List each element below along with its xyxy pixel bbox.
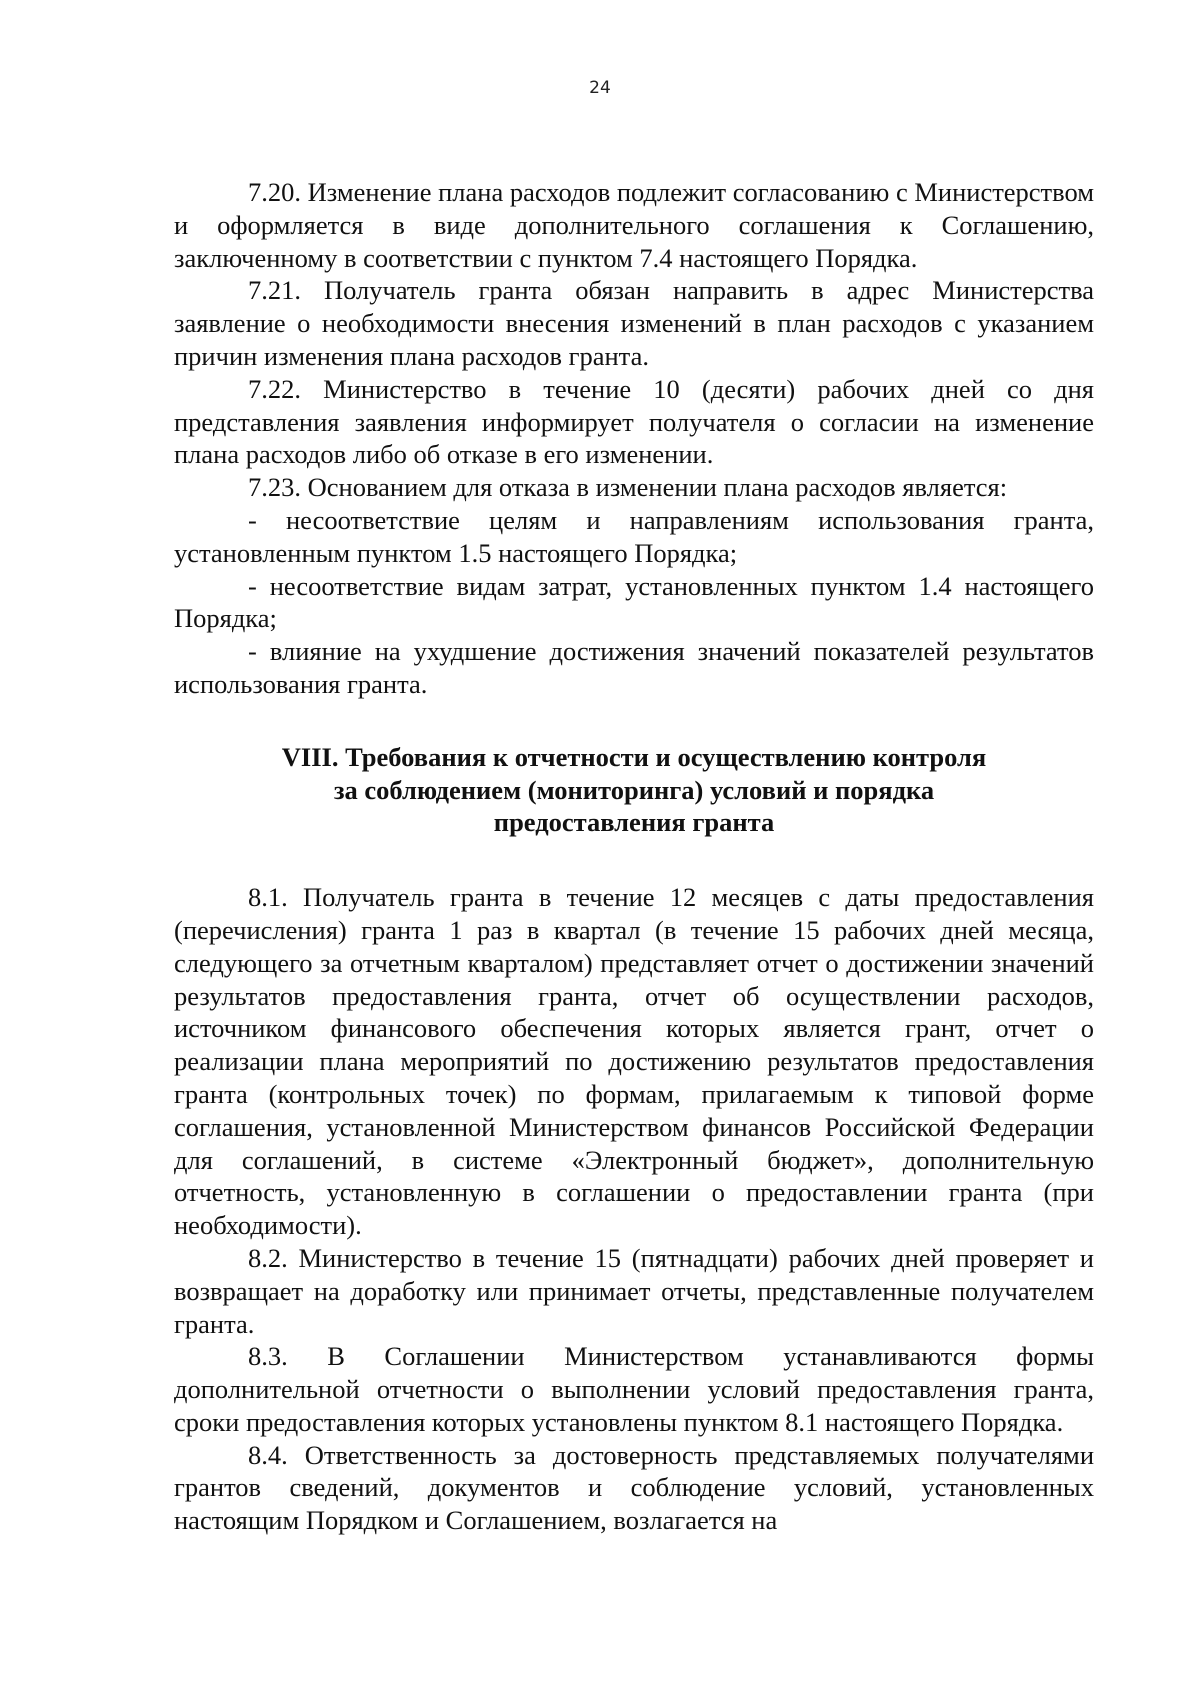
paragraph-8-2: 8.2. Министерство в течение 15 (пятнадцати) рабочих дней проверяет и возвращает на доработку или принимает отчеты, представленные получателем гранта. (174, 1242, 1094, 1339)
section-heading-line: предоставления гранта (493, 807, 775, 838)
paragraph-7-20: 7.20. Изменение плана расходов подлежит согласованию с Министерством и оформляется в виде дополнительного соглашения к Соглашению, заключенному в соответствии с пунктом 7.4 настоящего Порядка. (174, 177, 1094, 273)
section-heading-line: VIII. Требования к отчетности и осуществлению контроля (281, 741, 987, 772)
paragraph-8-3: 8.3. В Соглашении Министерством устанавливаются формы дополнительной отчетности о выполнении условий предоставления гранта, сроки предоставления которых установлены пунктом 8.1 настоящего Порядка. (174, 1341, 1094, 1437)
paragraph-8-4: 8.4. Ответственность за достоверность представляемых получателями грантов сведений, документов и соблюдение условий, установленных настоящим Порядком и Соглашением, возлагается на (174, 1439, 1094, 1536)
list-item-refusal-2: - несоответствие видам затрат, установленных пунктом 1.4 настоящего Порядка; (174, 570, 1094, 634)
paragraph-7-22: 7.22. Министерство в течение 10 (десяти) рабочих дней со дня представления заявления информирует получателя о согласии на изменение плана расходов либо об отказе в его изменении. (174, 373, 1094, 470)
paragraph-8-1: 8.1. Получатель гранта в течение 12 месяцев с даты предоставления (перечисления) гранта 1 раз в квартал (в течение 15 рабочих дней месяца, следующего за отчетным кварталом) представляет отчет о достижении значений результатов предоставления гранта, отчет об осуществлении расходов, источником финансового обеспечения которых является грант, отчет о реализации плана мероприятий по достижению результатов предоставления гранта (контрольных точек) по формам, прилагаемым к типовой форме соглашения, установленной Министерством финансов Российской Федерации для соглашений, в системе «Электронный бюджет», дополнительную отчетность, установленную в соглашении о предоставлении гранта (при необходимости). (174, 882, 1094, 1241)
paragraph-7-23: 7.23. Основанием для отказа в изменении плана расходов является: (248, 472, 1008, 503)
section-heading-line: за соблюдением (мониторинга) условий и порядка (333, 774, 935, 805)
page-number: 24 (589, 78, 611, 98)
document-body (174, 176, 1094, 1537)
section-heading-viii (174, 741, 1094, 839)
list-item-refusal-3: - влияние на ухудшение достижения значений показателей результатов использования гранта. (174, 636, 1094, 699)
list-item-refusal-1: - несоответствие целям и направлениям использования гранта, установленным пунктом 1.5 настоящего Порядка; (174, 504, 1094, 568)
paragraph-7-21: 7.21. Получатель гранта обязан направить в адрес Министерства заявление о необходимости внесения изменений в план расходов с указанием причин изменения плана расходов гранта. (174, 275, 1094, 371)
